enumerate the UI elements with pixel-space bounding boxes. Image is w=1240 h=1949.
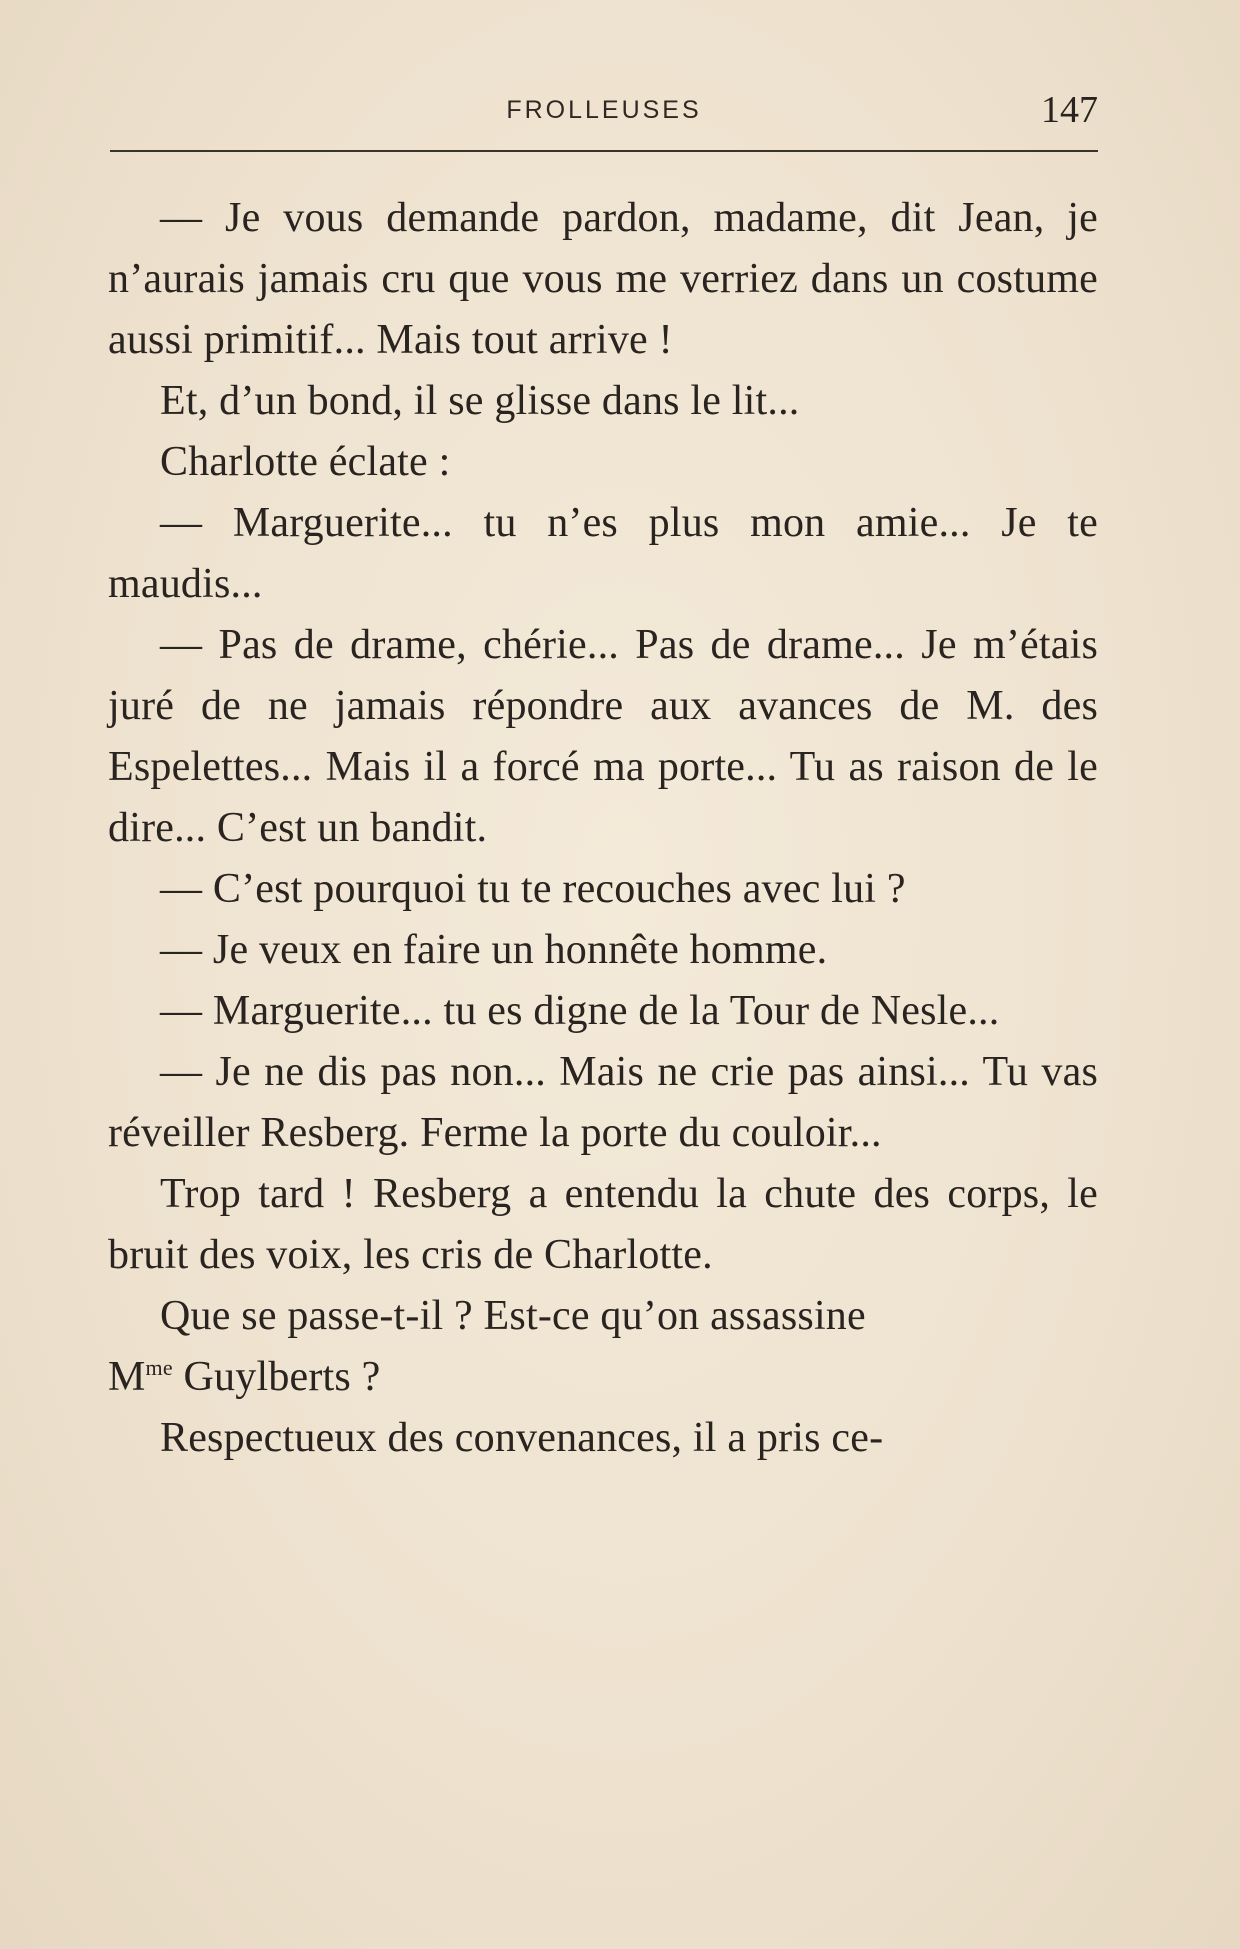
- paragraph-text: Que se passe-t-il ? Est-ce qu’on assassine: [160, 1293, 866, 1339]
- paragraph: — Pas de drame, chérie... Pas de drame... Je m’étais juré de ne jamais répondre aux avances de M. des Espelettes... Mais il a forcé ma porte... Tu as raison de le dire... C’est un bandit.: [108, 622, 1098, 851]
- paragraph: — C’est pourquoi tu te recouches avec lui ?: [160, 866, 906, 912]
- abbreviation-base: M: [108, 1354, 146, 1400]
- running-title: FROLLEUSES: [506, 96, 702, 124]
- paragraph: Respectueux des convenances, il a pris ce-: [160, 1415, 884, 1461]
- paragraph: Et, d’un bond, il se glisse dans le lit...: [160, 378, 800, 424]
- paragraph: — Marguerite... tu n’es plus mon amie... Je te maudis...: [108, 500, 1098, 607]
- abbreviation-madame: [108, 1354, 173, 1400]
- paragraph: — Marguerite... tu es digne de la Tour de Nesle...: [160, 988, 1000, 1034]
- paragraph: [108, 1286, 1098, 1408]
- paragraph-text: Guylberts ?: [183, 1354, 381, 1400]
- running-head: [110, 88, 1098, 131]
- header-rule: [110, 150, 1098, 152]
- paragraph: — Je ne dis pas non... Mais ne crie pas ainsi... Tu vas réveiller Resberg. Ferme la porte du couloir...: [108, 1049, 1098, 1156]
- paragraph: Charlotte éclate :: [160, 439, 451, 485]
- paragraph: Trop tard ! Resberg a entendu la chute des corps, le bruit des voix, les cris de Charlotte.: [108, 1171, 1098, 1278]
- abbreviation-superscript: me: [145, 1355, 173, 1380]
- page-number: 147: [1041, 89, 1098, 131]
- paragraph: — Je vous demande pardon, madame, dit Jean, je n’aurais jamais cru que vous me verriez dans un costume aussi primitif... Mais tout arrive !: [108, 195, 1098, 363]
- paragraph: — Je veux en faire un honnête homme.: [160, 927, 828, 973]
- body-text: [108, 188, 1098, 1469]
